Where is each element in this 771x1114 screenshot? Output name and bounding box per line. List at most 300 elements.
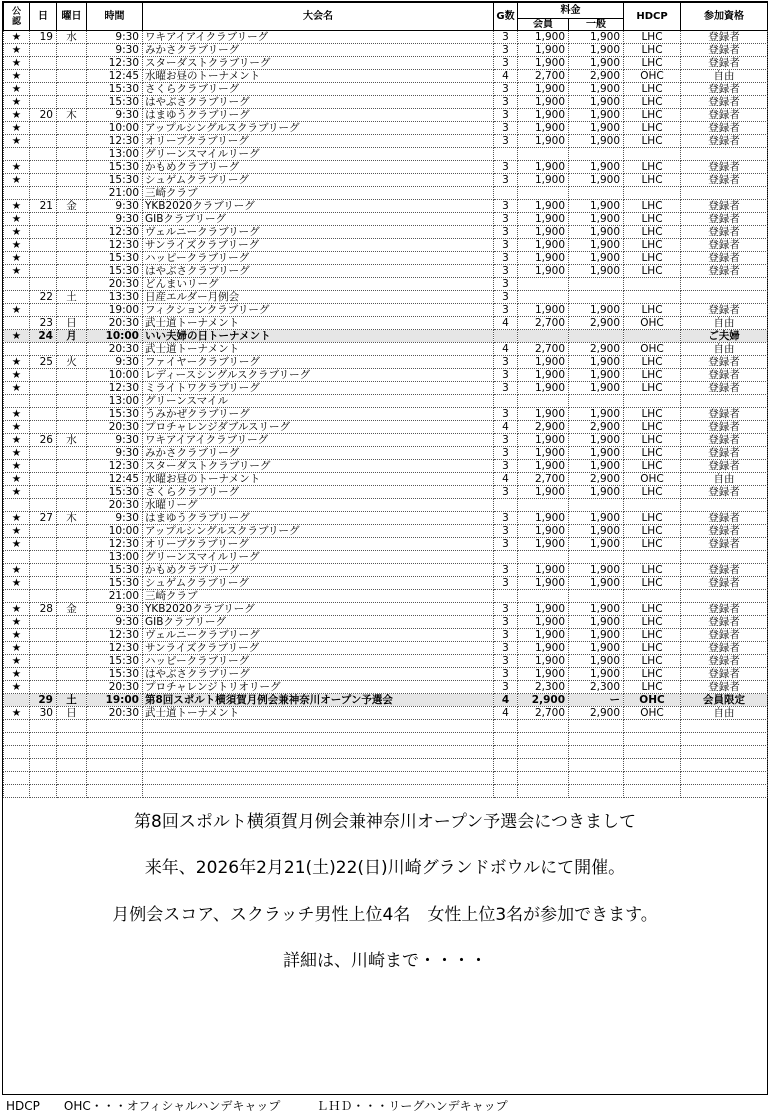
cell-star — [4, 317, 30, 330]
cell-time: 15:30 — [87, 161, 143, 174]
cell-member-fee: 1,900 — [518, 538, 569, 551]
empty-cell — [87, 720, 143, 733]
cell-time: 9:30 — [87, 512, 143, 525]
table-row — [4, 603, 768, 616]
cell-weekday — [57, 486, 87, 499]
cell-weekday — [57, 148, 87, 161]
cell-weekday: 木 — [57, 109, 87, 122]
cell-star: ★ — [4, 122, 30, 135]
cell-general-fee: 1,900 — [569, 434, 624, 447]
cell-event: プロチャレンジダブルスリーグ — [143, 421, 494, 434]
cell-qualification: 登録者 — [681, 525, 768, 538]
cell-weekday: 日 — [57, 317, 87, 330]
header-general: 一般 — [569, 19, 624, 31]
cell-hdcp — [624, 148, 681, 161]
cell-hdcp: OHC — [624, 694, 681, 707]
cell-games: 4 — [494, 343, 518, 356]
empty-cell — [624, 785, 681, 798]
empty-cell — [624, 772, 681, 785]
cell-star: ★ — [4, 239, 30, 252]
cell-time: 15:30 — [87, 83, 143, 96]
cell-general-fee: 1,900 — [569, 486, 624, 499]
cell-general-fee: 1,900 — [569, 356, 624, 369]
empty-cell — [87, 785, 143, 798]
cell-hdcp: LHC — [624, 603, 681, 616]
schedule-rows — [4, 31, 768, 798]
cell-hdcp — [624, 499, 681, 512]
empty-cell — [87, 759, 143, 772]
cell-weekday — [57, 122, 87, 135]
cell-hdcp: OHC — [624, 317, 681, 330]
cell-weekday: 月 — [57, 330, 87, 343]
empty-row — [4, 733, 768, 746]
cell-general-fee: 1,900 — [569, 577, 624, 590]
cell-member-fee: 2,700 — [518, 473, 569, 486]
cell-day: 27 — [30, 512, 57, 525]
cell-games: 3 — [494, 382, 518, 395]
table-row — [4, 213, 768, 226]
table-row — [4, 434, 768, 447]
cell-qualification: 登録者 — [681, 226, 768, 239]
cell-day — [30, 278, 57, 291]
empty-cell — [87, 772, 143, 785]
cell-time: 20:30 — [87, 278, 143, 291]
header-member: 会員 — [518, 19, 569, 31]
empty-cell — [4, 772, 30, 785]
cell-member-fee: 1,900 — [518, 629, 569, 642]
cell-general-fee: 1,900 — [569, 226, 624, 239]
cell-star: ★ — [4, 486, 30, 499]
table-row — [4, 694, 768, 707]
cell-hdcp: LHC — [624, 447, 681, 460]
cell-hdcp: LHC — [624, 369, 681, 382]
cell-star: ★ — [4, 265, 30, 278]
cell-weekday — [57, 382, 87, 395]
cell-general-fee: 2,900 — [569, 343, 624, 356]
cell-games: 4 — [494, 70, 518, 83]
cell-weekday — [57, 616, 87, 629]
cell-member-fee: 1,900 — [518, 447, 569, 460]
table-row — [4, 395, 768, 408]
cell-hdcp: LHC — [624, 525, 681, 538]
table-row — [4, 278, 768, 291]
cell-weekday — [57, 44, 87, 57]
cell-member-fee: 2,700 — [518, 343, 569, 356]
table-row — [4, 369, 768, 382]
empty-cell — [4, 785, 30, 798]
cell-weekday — [57, 265, 87, 278]
cell-member-fee: 2,300 — [518, 681, 569, 694]
cell-qualification: 登録者 — [681, 109, 768, 122]
cell-games: 3 — [494, 408, 518, 421]
table-row — [4, 252, 768, 265]
cell-general-fee: 1,900 — [569, 265, 624, 278]
empty-cell — [681, 759, 768, 772]
table-row — [4, 356, 768, 369]
empty-row — [4, 772, 768, 785]
cell-star — [4, 395, 30, 408]
cell-hdcp — [624, 330, 681, 343]
cell-day — [30, 83, 57, 96]
cell-time: 9:30 — [87, 616, 143, 629]
cell-games: 3 — [494, 655, 518, 668]
empty-cell — [30, 720, 57, 733]
cell-time: 21:00 — [87, 187, 143, 200]
cell-games: 3 — [494, 252, 518, 265]
cell-star — [4, 590, 30, 603]
cell-hdcp: LHC — [624, 512, 681, 525]
empty-cell — [4, 746, 30, 759]
cell-general-fee: 1,900 — [569, 122, 624, 135]
cell-member-fee: 1,900 — [518, 174, 569, 187]
cell-qualification: 自由 — [681, 473, 768, 486]
cell-qualification: 登録者 — [681, 564, 768, 577]
table-row — [4, 109, 768, 122]
cell-weekday — [57, 278, 87, 291]
table-row — [4, 629, 768, 642]
cell-day: 25 — [30, 356, 57, 369]
cell-general-fee: 1,900 — [569, 200, 624, 213]
cell-games — [494, 590, 518, 603]
cell-qualification: 自由 — [681, 70, 768, 83]
cell-weekday: 金 — [57, 200, 87, 213]
cell-time: 13:00 — [87, 395, 143, 408]
cell-weekday — [57, 161, 87, 174]
cell-qualification: 登録者 — [681, 304, 768, 317]
cell-qualification: 登録者 — [681, 57, 768, 70]
cell-qualification: 登録者 — [681, 460, 768, 473]
cell-star: ★ — [4, 213, 30, 226]
table-row — [4, 174, 768, 187]
empty-cell — [494, 785, 518, 798]
cell-star: ★ — [4, 655, 30, 668]
cell-star — [4, 694, 30, 707]
cell-qualification: 登録者 — [681, 655, 768, 668]
cell-day — [30, 642, 57, 655]
cell-hdcp: OHC — [624, 473, 681, 486]
cell-member-fee: 1,900 — [518, 96, 569, 109]
notice-line-2: 来年、2026年2月21(土)22(日)川崎グランドボウルにて開催。 — [144, 858, 626, 878]
cell-star — [4, 148, 30, 161]
cell-general-fee: 1,900 — [569, 96, 624, 109]
cell-weekday — [57, 421, 87, 434]
cell-qualification: ご夫婦 — [681, 330, 768, 343]
cell-weekday: 木 — [57, 512, 87, 525]
cell-event: グリーンスマイルリーグ — [143, 148, 494, 161]
cell-event: ハッピークラブリーグ — [143, 655, 494, 668]
empty-row — [4, 720, 768, 733]
cell-weekday — [57, 629, 87, 642]
cell-general-fee: 2,900 — [569, 421, 624, 434]
table-row — [4, 343, 768, 356]
cell-day — [30, 252, 57, 265]
cell-member-fee: 1,900 — [518, 668, 569, 681]
empty-cell — [681, 746, 768, 759]
empty-cell — [494, 733, 518, 746]
cell-event: 第8回スポルト横須賀月例会兼神奈川オープン予選会 — [143, 694, 494, 707]
cell-games: 3 — [494, 356, 518, 369]
cell-weekday — [57, 538, 87, 551]
cell-event: レディースシングルスクラブリーグ — [143, 369, 494, 382]
cell-qualification: 登録者 — [681, 382, 768, 395]
cell-member-fee: 1,900 — [518, 642, 569, 655]
cell-event: 武士道トーナメント — [143, 707, 494, 720]
cell-weekday — [57, 408, 87, 421]
cell-day: 30 — [30, 707, 57, 720]
cell-time: 15:30 — [87, 577, 143, 590]
cell-games: 3 — [494, 460, 518, 473]
table-row — [4, 57, 768, 70]
cell-event: かもめクラブリーグ — [143, 564, 494, 577]
cell-hdcp: LHC — [624, 239, 681, 252]
cell-day: 20 — [30, 109, 57, 122]
cell-hdcp — [624, 187, 681, 200]
empty-cell — [494, 746, 518, 759]
cell-hdcp: LHC — [624, 668, 681, 681]
cell-time: 12:30 — [87, 239, 143, 252]
header-qualification: 参加資格 — [681, 3, 768, 31]
empty-cell — [569, 733, 624, 746]
cell-star: ★ — [4, 642, 30, 655]
cell-weekday — [57, 642, 87, 655]
cell-star: ★ — [4, 525, 30, 538]
cell-qualification: 登録者 — [681, 668, 768, 681]
notice-line-1: 第8回スポルト横須賀月例会兼神奈川オープン予選会につきまして — [134, 812, 636, 832]
empty-row — [4, 785, 768, 798]
cell-member-fee: 2,700 — [518, 707, 569, 720]
cell-hdcp: LHC — [624, 174, 681, 187]
cell-day — [30, 564, 57, 577]
cell-hdcp: LHC — [624, 135, 681, 148]
cell-star: ★ — [4, 577, 30, 590]
cell-day — [30, 551, 57, 564]
cell-star: ★ — [4, 473, 30, 486]
cell-qualification: 登録者 — [681, 135, 768, 148]
cell-time: 10:00 — [87, 525, 143, 538]
table-row — [4, 486, 768, 499]
cell-qualification: 登録者 — [681, 616, 768, 629]
cell-weekday: 土 — [57, 291, 87, 304]
cell-hdcp: OHC — [624, 343, 681, 356]
cell-member-fee: 1,900 — [518, 356, 569, 369]
cell-weekday — [57, 525, 87, 538]
cell-hdcp: LHC — [624, 382, 681, 395]
empty-cell — [143, 733, 494, 746]
cell-member-fee: 1,900 — [518, 122, 569, 135]
cell-time: 15:30 — [87, 668, 143, 681]
cell-member-fee: 1,900 — [518, 512, 569, 525]
cell-qualification — [681, 590, 768, 603]
cell-event: 三崎クラブ — [143, 590, 494, 603]
cell-hdcp: LHC — [624, 616, 681, 629]
cell-games: 4 — [494, 473, 518, 486]
cell-weekday — [57, 57, 87, 70]
cell-weekday: 水 — [57, 31, 87, 44]
cell-event: サンライズクラブリーグ — [143, 642, 494, 655]
table-row — [4, 668, 768, 681]
cell-qualification: 登録者 — [681, 577, 768, 590]
cell-event: 水曜お昼のトーナメント — [143, 473, 494, 486]
cell-day: 22 — [30, 291, 57, 304]
cell-day — [30, 668, 57, 681]
empty-cell — [57, 772, 87, 785]
cell-qualification — [681, 187, 768, 200]
cell-member-fee: 1,900 — [518, 434, 569, 447]
cell-event: YKB2020クラブリーグ — [143, 603, 494, 616]
cell-star: ★ — [4, 44, 30, 57]
cell-member-fee: 1,900 — [518, 408, 569, 421]
cell-day: 24 — [30, 330, 57, 343]
cell-day — [30, 447, 57, 460]
empty-cell — [30, 759, 57, 772]
table-row — [4, 96, 768, 109]
cell-hdcp: LHC — [624, 460, 681, 473]
cell-day — [30, 239, 57, 252]
cell-qualification: 登録者 — [681, 642, 768, 655]
empty-cell — [57, 785, 87, 798]
cell-time: 13:30 — [87, 291, 143, 304]
cell-star: ★ — [4, 616, 30, 629]
cell-qualification: 登録者 — [681, 681, 768, 694]
cell-time: 21:00 — [87, 590, 143, 603]
empty-cell — [569, 746, 624, 759]
cell-hdcp: LHC — [624, 486, 681, 499]
cell-hdcp: LHC — [624, 681, 681, 694]
cell-member-fee: 1,900 — [518, 109, 569, 122]
header-official: 公 認 — [4, 3, 30, 31]
table-row — [4, 122, 768, 135]
cell-hdcp — [624, 590, 681, 603]
cell-weekday: 日 — [57, 707, 87, 720]
table-row — [4, 70, 768, 83]
cell-qualification: 登録者 — [681, 200, 768, 213]
cell-hdcp: LHC — [624, 83, 681, 96]
cell-time: 15:30 — [87, 174, 143, 187]
table-row — [4, 265, 768, 278]
cell-general-fee: 1,900 — [569, 382, 624, 395]
cell-day — [30, 421, 57, 434]
cell-member-fee: 1,900 — [518, 239, 569, 252]
cell-qualification — [681, 148, 768, 161]
empty-cell — [143, 720, 494, 733]
cell-event: スターダストクラブリーグ — [143, 460, 494, 473]
cell-member-fee: 1,900 — [518, 460, 569, 473]
table-row — [4, 525, 768, 538]
cell-games: 3 — [494, 291, 518, 304]
cell-games: 3 — [494, 525, 518, 538]
cell-star: ★ — [4, 668, 30, 681]
schedule-table — [3, 2, 768, 798]
cell-day — [30, 304, 57, 317]
table-row — [4, 642, 768, 655]
cell-hdcp: LHC — [624, 564, 681, 577]
cell-hdcp: LHC — [624, 31, 681, 44]
cell-star: ★ — [4, 603, 30, 616]
table-row — [4, 161, 768, 174]
cell-weekday: 火 — [57, 356, 87, 369]
cell-star: ★ — [4, 512, 30, 525]
empty-cell — [143, 772, 494, 785]
cell-games: 3 — [494, 642, 518, 655]
cell-star: ★ — [4, 109, 30, 122]
cell-day — [30, 499, 57, 512]
cell-general-fee — [569, 148, 624, 161]
cell-weekday — [57, 369, 87, 382]
cell-event: オリーブクラブリーグ — [143, 538, 494, 551]
cell-star — [4, 343, 30, 356]
cell-day — [30, 70, 57, 83]
cell-day — [30, 213, 57, 226]
cell-qualification — [681, 551, 768, 564]
cell-general-fee: 1,900 — [569, 304, 624, 317]
cell-day — [30, 187, 57, 200]
cell-day — [30, 44, 57, 57]
cell-hdcp: LHC — [624, 577, 681, 590]
cell-day — [30, 122, 57, 135]
table-row — [4, 408, 768, 421]
cell-general-fee: 1,900 — [569, 109, 624, 122]
cell-star: ★ — [4, 135, 30, 148]
table-row — [4, 83, 768, 96]
cell-qualification — [681, 278, 768, 291]
cell-event: みかさクラブリーグ — [143, 447, 494, 460]
cell-general-fee: 1,900 — [569, 460, 624, 473]
cell-games: 3 — [494, 512, 518, 525]
cell-general-fee: 2,900 — [569, 70, 624, 83]
cell-time: 15:30 — [87, 408, 143, 421]
cell-games: 4 — [494, 421, 518, 434]
cell-general-fee — [569, 551, 624, 564]
cell-member-fee — [518, 551, 569, 564]
table-row — [4, 317, 768, 330]
empty-cell — [624, 720, 681, 733]
cell-member-fee: 2,900 — [518, 694, 569, 707]
cell-event: ミライトワクラブリーグ — [143, 382, 494, 395]
cell-hdcp: LHC — [624, 252, 681, 265]
cell-qualification: 自由 — [681, 317, 768, 330]
table-row — [4, 382, 768, 395]
header-weekday: 曜日 — [57, 3, 87, 31]
cell-general-fee: 1,900 — [569, 629, 624, 642]
cell-star — [4, 499, 30, 512]
cell-star: ★ — [4, 447, 30, 460]
empty-cell — [57, 746, 87, 759]
cell-qualification: 登録者 — [681, 603, 768, 616]
empty-cell — [87, 733, 143, 746]
cell-star — [4, 291, 30, 304]
cell-general-fee: 1,900 — [569, 525, 624, 538]
cell-qualification: 登録者 — [681, 44, 768, 57]
cell-member-fee: 2,900 — [518, 421, 569, 434]
cell-games: 3 — [494, 668, 518, 681]
cell-games: 3 — [494, 616, 518, 629]
cell-event: 水曜リーグ — [143, 499, 494, 512]
cell-time: 9:30 — [87, 109, 143, 122]
cell-qualification: 登録者 — [681, 538, 768, 551]
cell-general-fee: 1,900 — [569, 408, 624, 421]
cell-general-fee: 2,900 — [569, 707, 624, 720]
cell-member-fee: 1,900 — [518, 161, 569, 174]
table-row — [4, 499, 768, 512]
cell-games — [494, 187, 518, 200]
cell-weekday — [57, 395, 87, 408]
cell-qualification: 自由 — [681, 343, 768, 356]
cell-time: 15:30 — [87, 564, 143, 577]
empty-cell — [87, 746, 143, 759]
cell-games: 3 — [494, 161, 518, 174]
header-games: G数 — [494, 3, 518, 31]
cell-weekday — [57, 590, 87, 603]
